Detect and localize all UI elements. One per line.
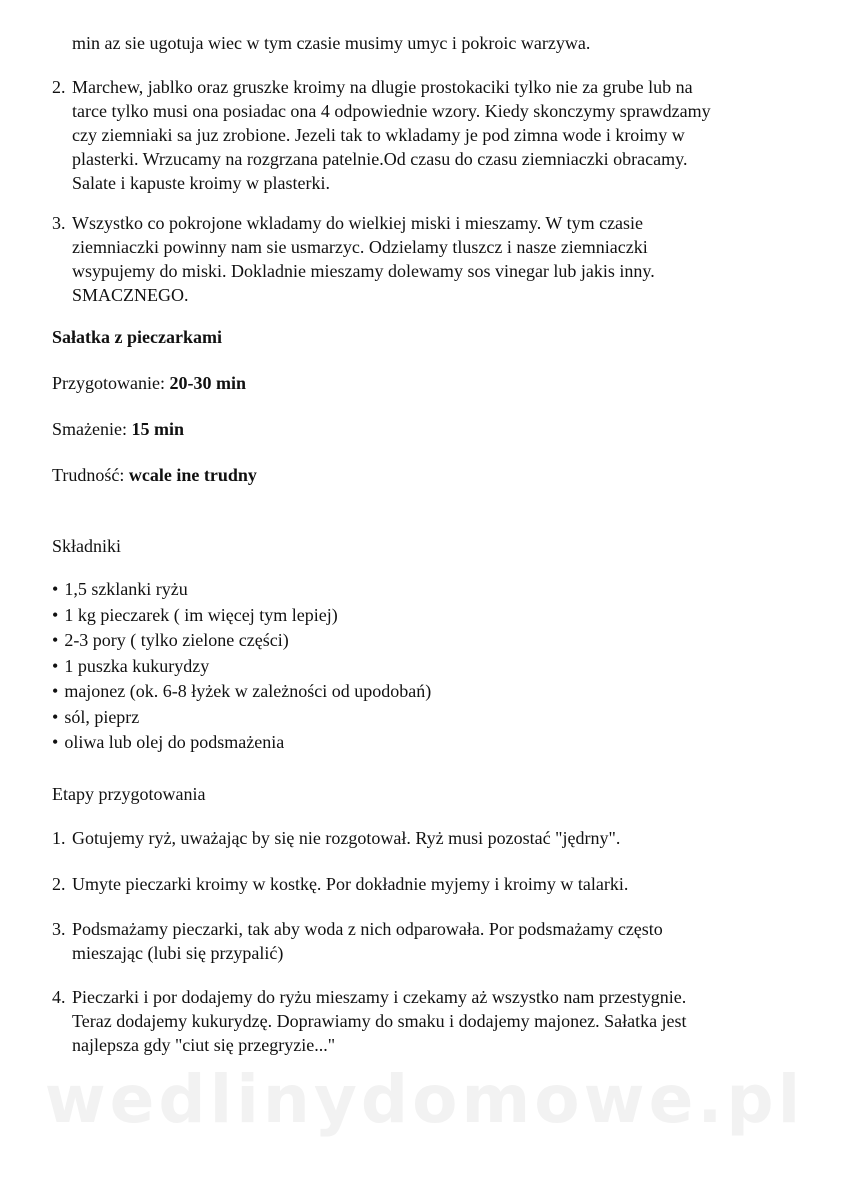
difficulty-label: Trudność: — [52, 465, 129, 485]
list-item — [52, 872, 792, 896]
step-line: najlepsza gdy "ciut się przegryzie..." — [72, 1035, 336, 1055]
continuation-text: min az sie ugotuja wiec w tym czasie musimy umyc i pokroic warzywa. — [72, 33, 591, 53]
list-item — [52, 75, 792, 195]
step-line: Teraz dodajemy kukurydzę. Doprawiamy do smaku i dodajemy majonez. Sałatka jest — [72, 1011, 687, 1031]
list-item — [52, 679, 752, 705]
list-item — [52, 654, 752, 680]
prep-time — [52, 371, 792, 395]
step-line: SMACZNEGO. — [72, 285, 189, 305]
step-line: Pieczarki i por dodajemy do ryżu mieszamy i czekamy aż wszystko nam przestygnie. — [72, 987, 687, 1007]
list-item — [52, 705, 752, 731]
step-number: 2. — [52, 874, 66, 894]
step-line: Podsmażamy pieczarki, tak aby woda z nich odparowała. Por podsmażamy często — [72, 919, 663, 939]
step-text — [72, 75, 792, 195]
recipe-title: Sałatka z pieczarkami — [52, 327, 222, 347]
step-line: tarce tylko musi ona posiadac ona 4 odpowiednie wzory. Kiedy skonczymy sprawdzamy — [72, 101, 711, 121]
step-number: 2. — [52, 77, 66, 97]
ingredient-text: 1 kg pieczarek ( im więcej tym lepiej) — [64, 604, 338, 625]
ingredient-text: 2-3 pory ( tylko zielone części) — [64, 630, 289, 650]
step-text — [72, 211, 792, 307]
ingredient-text: majonez (ok. 6-8 łyżek w zależności od upodobań) — [64, 681, 432, 701]
fry-value: 15 min — [131, 419, 184, 439]
step-number: 3. — [52, 919, 66, 939]
step-text — [72, 917, 792, 965]
difficulty — [52, 463, 792, 487]
ingredients-heading: Składniki — [52, 536, 122, 556]
fry-label: Smażenie: — [52, 419, 132, 439]
step-text — [72, 872, 792, 896]
step-text — [72, 826, 792, 850]
list-item — [52, 628, 752, 654]
ingredient-text: 1,5 szklanki ryżu — [64, 579, 188, 599]
step-line: ziemniaczki powinny nam sie usmarzyc. Odzielamy tluszcz i nasze ziemniaczki — [72, 237, 648, 257]
list-item — [52, 917, 792, 965]
list-item — [52, 985, 792, 1057]
prep-label: Przygotowanie: — [52, 373, 170, 393]
fry-time — [52, 417, 792, 441]
step-line: czy ziemniaki sa juz zrobione. Jezeli tak to wkladamy je pod zimna wode i kroimy w — [72, 125, 685, 145]
list-item — [52, 577, 752, 603]
step-line: mieszając (lubi się przypalić) — [72, 943, 284, 963]
steps-heading: Etapy przygotowania — [52, 784, 206, 804]
ingredient-text: 1 puszka kukurydzy — [64, 655, 210, 676]
step-number: 3. — [52, 213, 66, 233]
prep-value: 20-30 min — [169, 373, 246, 393]
step-line: Salate i kapuste kroimy w plasterki. — [72, 173, 330, 193]
step-number: 1. — [52, 828, 66, 848]
list-item — [52, 603, 752, 629]
step-line: Gotujemy ryż, uważając by się nie rozgotował. Ryż musi pozostać "jędrny". — [72, 828, 621, 848]
step-line: Marchew, jablko oraz gruszke kroimy na dlugie prostokaciki tylko nie za grube lub na — [72, 77, 693, 97]
list-item — [52, 730, 752, 756]
ingredient-text: sól, pieprz — [64, 706, 140, 727]
list-item — [52, 826, 792, 850]
list-item — [52, 211, 792, 307]
step-line: Umyte pieczarki kroimy w kostkę. Por dokładnie myjemy i kroimy w talarki. — [72, 874, 629, 894]
step-text — [72, 985, 792, 1057]
watermark: wedlinydomowe.pl — [44, 1061, 805, 1138]
step-line: Wszystko co pokrojone wkladamy do wielkiej miski i mieszamy. W tym czasie — [72, 213, 644, 233]
step-line: wsypujemy do miski. Dokladnie mieszamy dolewamy sos vinegar lub jakis inny. — [72, 261, 655, 281]
difficulty-value: wcale ine trudny — [128, 465, 257, 485]
ingredients-list — [52, 577, 752, 756]
step-line: plasterki. Wrzucamy na rozgrzana patelnie.Od czasu do czasu ziemniaczki obracamy. — [72, 149, 688, 169]
ingredient-text: oliwa lub olej do podsmażenia — [64, 732, 285, 752]
step-number: 4. — [52, 987, 66, 1007]
